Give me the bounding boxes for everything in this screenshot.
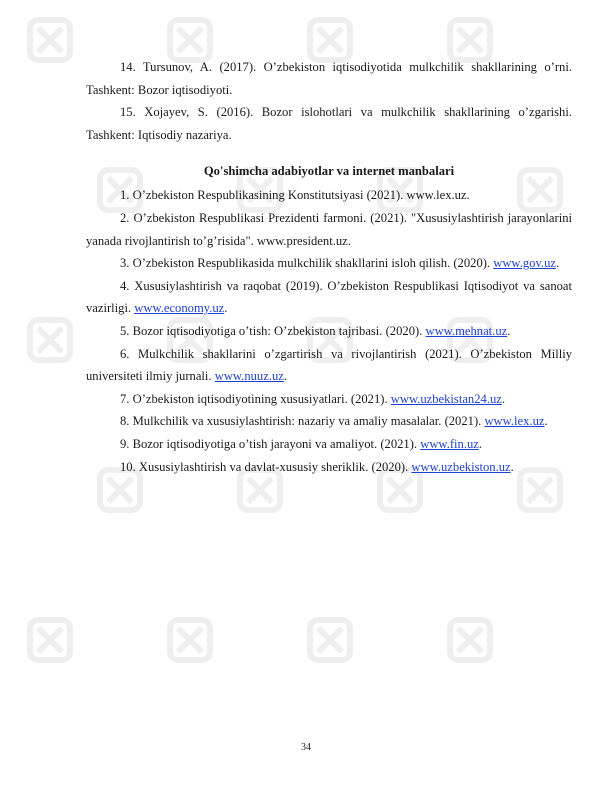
additional-ref-1 [86, 184, 572, 207]
reference-15: 15. Xojayev, S. (2016). Bozor islohotlari va mulkchilik shakllarining o’zgarishi. Tashkent: Iqtisodiy nazariya. [86, 105, 572, 142]
additional-ref-5 [86, 320, 572, 343]
section-heading: Qo'shimcha adabiyotlar va internet manbalari [203, 164, 455, 179]
link-nuuz-uz[interactable]: www.nuuz.uz [214, 369, 284, 384]
additional-ref-4-after: . [224, 301, 228, 316]
link-gov-uz[interactable]: www.gov.uz [493, 256, 556, 271]
additional-ref-6 [86, 343, 572, 388]
additional-ref-1-text: 1. O’zbekiston Respublikasining Konstitutsiyasi (2021). www.lex.uz. [120, 188, 470, 203]
additional-ref-9 [86, 433, 572, 456]
reference-14: 14. Tursunov, A. (2017). O’zbekiston iqtisodiyotida mulkchilik shakllarining o’rni. Tashkent: Bozor iqtisodiyoti. [86, 60, 572, 97]
additional-ref-7 [86, 388, 572, 411]
additional-ref-6-after: . [283, 369, 288, 384]
page-content [86, 56, 572, 478]
link-uzbekiston-uz[interactable]: www.uzbekiston.uz [411, 459, 511, 474]
additional-ref-5-after: . [507, 323, 511, 338]
additional-ref-7-after: . [501, 391, 506, 406]
additional-ref-9-after: . [478, 436, 483, 451]
additional-ref-9-text: 9. Bozor iqtisodiyotiga o’tish jarayoni va amaliyot. (2021). [120, 436, 421, 451]
additional-ref-2 [86, 207, 572, 252]
additional-ref-7-text: 7. O’zbekiston iqtisodiyotining xususiyatlari. (2021). [120, 391, 391, 406]
link-economy-uz[interactable]: www.economy.uz [134, 301, 225, 316]
additional-ref-10-text: 10. Xususiylashtirish va davlat-xususiy sheriklik. (2020). [120, 459, 412, 474]
additional-ref-8-text: 8. Mulkchilik va xususiylashtirish: nazariy va amaliy masalalar. (2021). [120, 414, 485, 429]
link-uzbekistan24-uz[interactable]: www.uzbekistan24.uz [390, 391, 502, 406]
additional-ref-5-text: 5. Bozor iqtisodiyotiga o’tish: O’zbekiston tajribasi. (2020). [120, 323, 426, 338]
additional-ref-6-text: 6. Mulkchilik shakllarini o’zgartirish va rivojlantirish (2021). O’zbekiston Milliy universiteti ilmiy jurnali. [86, 346, 572, 384]
additional-ref-4-text: 4. Xususiylashtirish va raqobat (2019). O’zbekiston Respublikasi Iqtisodiyot va sanoat vazirligi. [86, 278, 572, 316]
additional-ref-3-after: . [555, 256, 560, 271]
link-lex-uz[interactable]: www.lex.uz [484, 414, 545, 429]
additional-ref-10-after: . [510, 459, 514, 474]
spacer [86, 146, 572, 152]
link-mehnat-uz[interactable]: www.mehnat.uz [425, 323, 508, 338]
additional-ref-2-text: 2. O’zbekiston Respublikasi Prezidenti farmoni. (2021). "Xususiylashtirish jarayonlarini yanada rivojlantirish to’g’risida". www.president.uz. [86, 210, 572, 248]
additional-ref-4 [86, 275, 572, 320]
additional-ref-10 [86, 456, 572, 479]
additional-ref-3 [86, 252, 572, 275]
link-fin-uz[interactable]: www.fin.uz [420, 436, 479, 451]
additional-ref-3-text: 3. O’zbekiston Respublikasida mulkchilik shakllarini isloh qilish. (2020). [120, 256, 494, 271]
page-number: 34 [301, 742, 311, 753]
additional-ref-8-after: . [544, 414, 548, 429]
additional-ref-8 [86, 410, 572, 433]
